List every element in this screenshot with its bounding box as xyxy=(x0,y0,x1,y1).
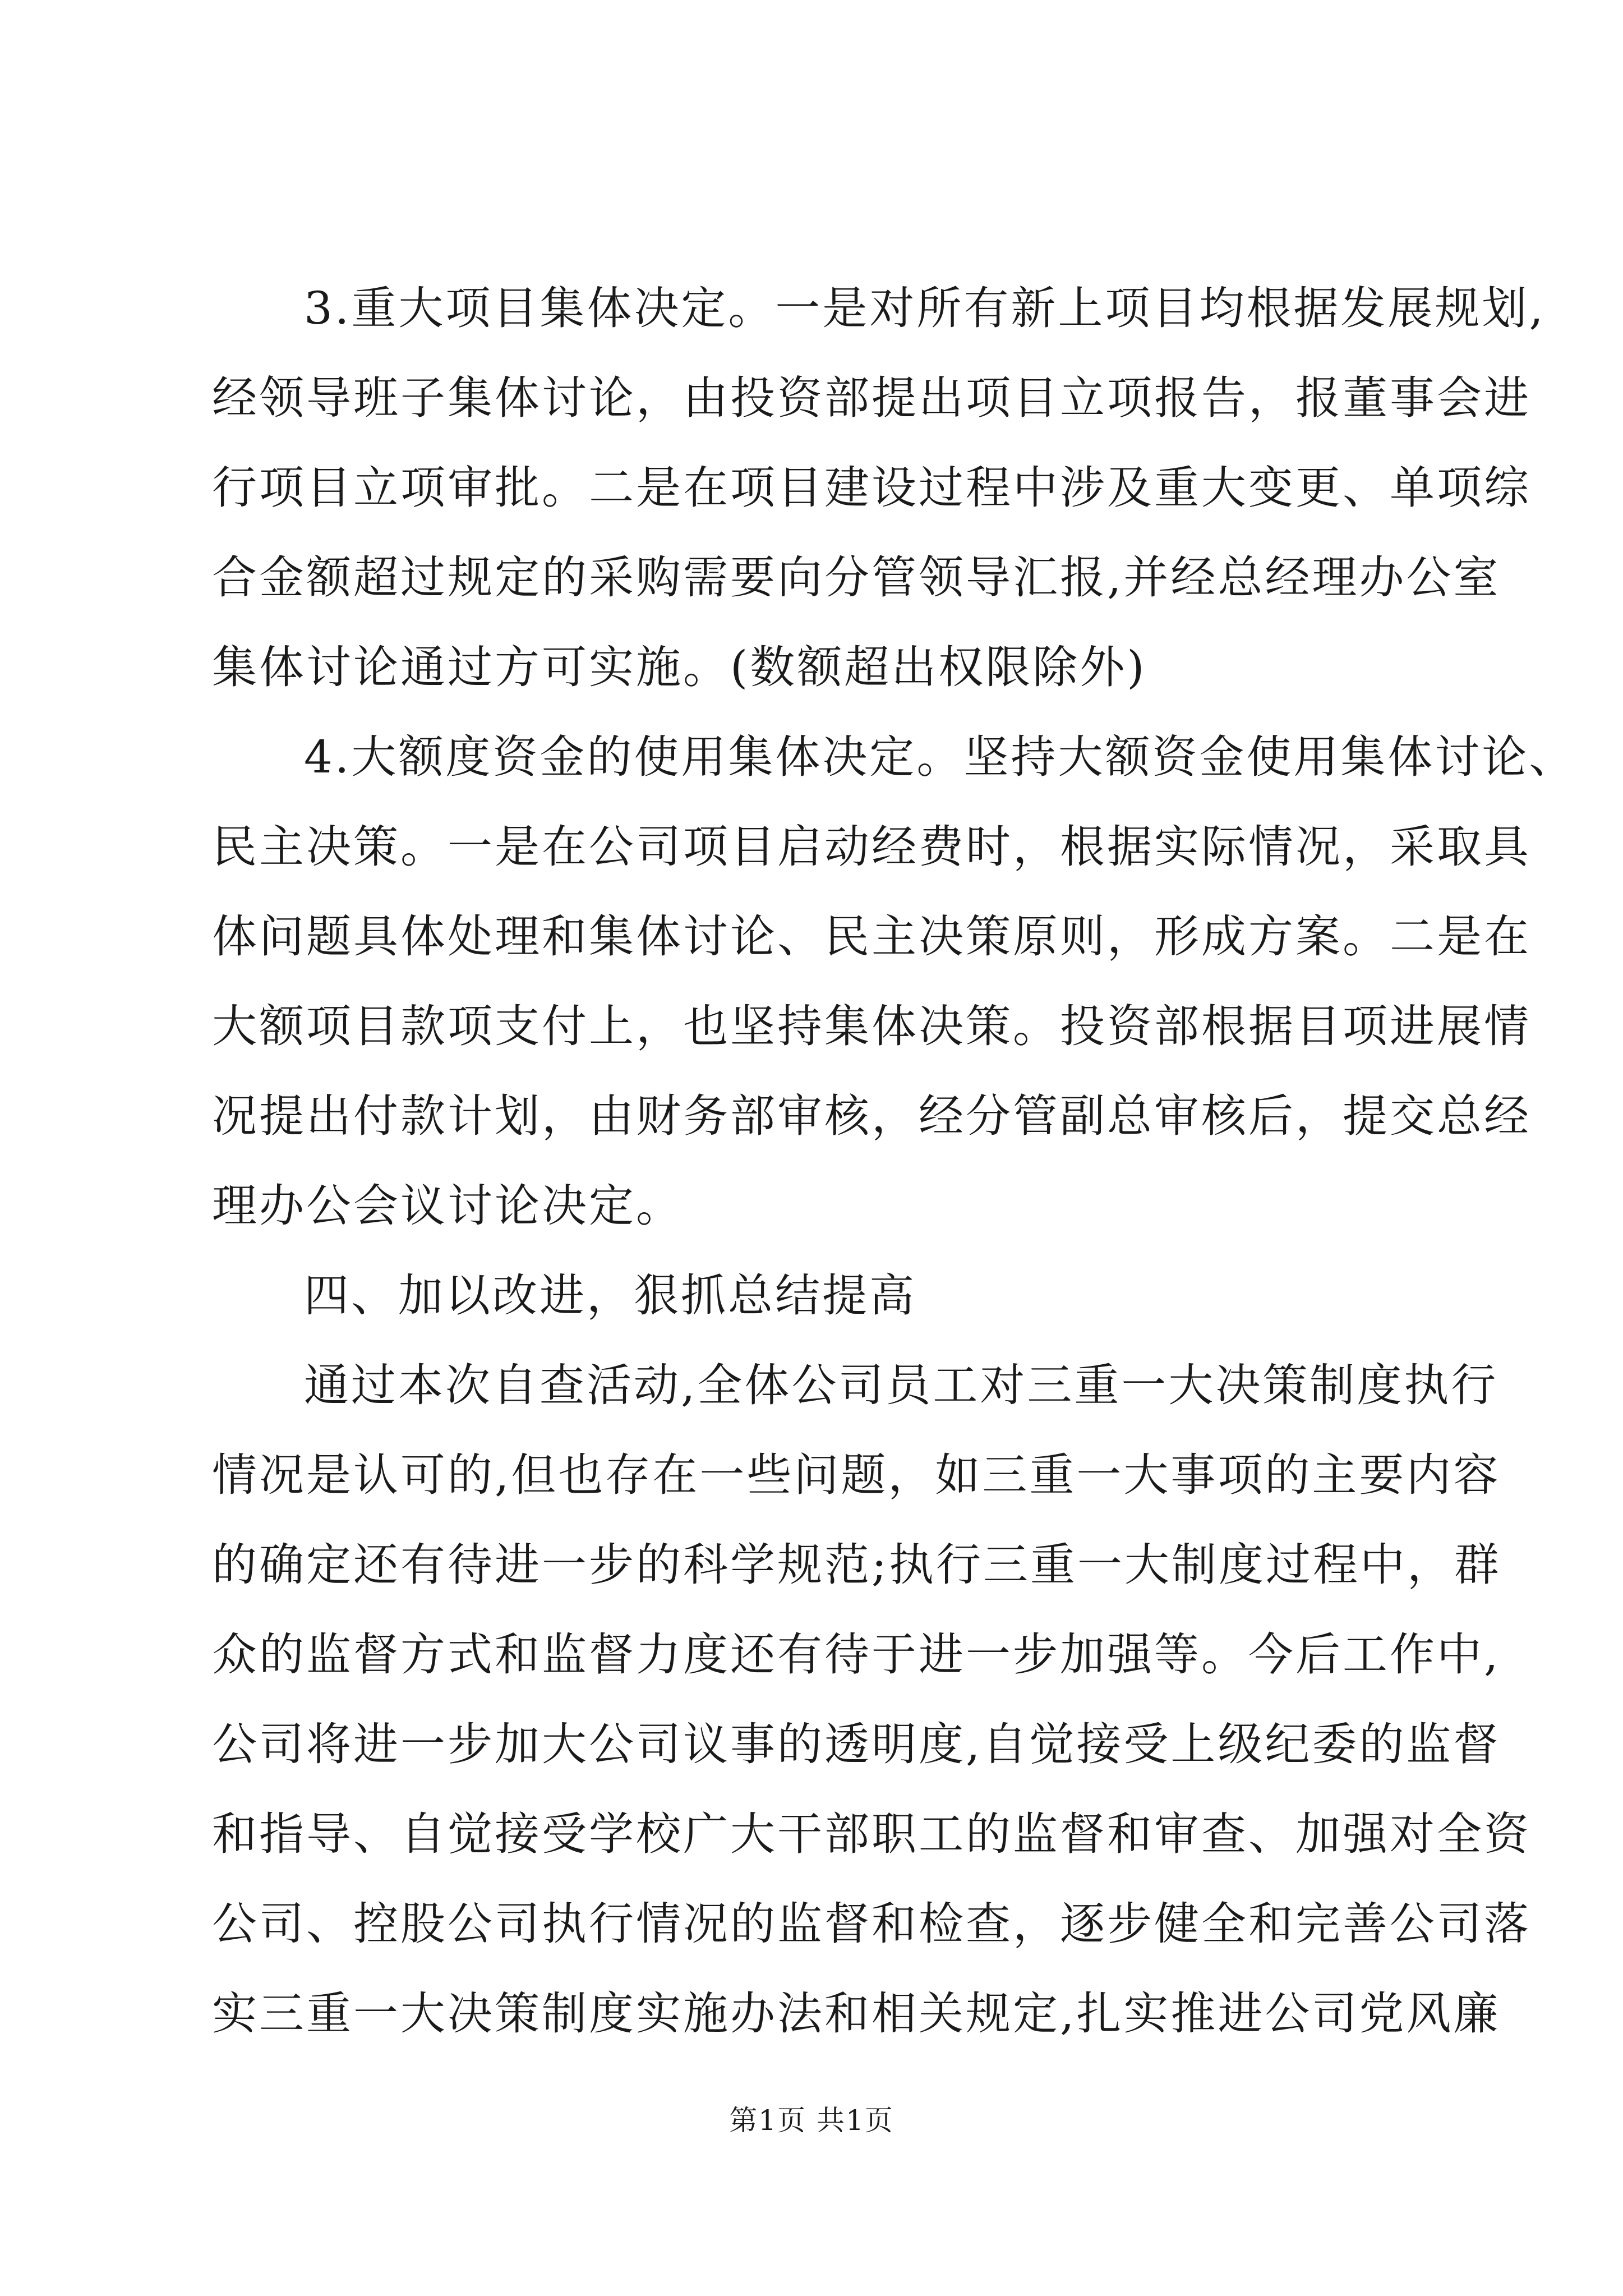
paragraph-5-line-2: 情况是认可的,但也存在一些问题，如三重一大事项的主要内容 xyxy=(212,1449,1501,1501)
paragraph-5-line-1: 通过本次自查活动,全体公司员工对三重一大决策制度执行 xyxy=(304,1359,1498,1411)
paragraph-4-line-1: 4.大额度资金的使用集体决定。坚持大额资金使用集体讨论、 xyxy=(304,731,1576,783)
paragraph-4-line-2: 民主决策。一是在公司项目启动经费时，根据实际情况，采取具 xyxy=(212,821,1531,873)
paragraph-4-line-3: 体问题具体处理和集体讨论、民主决策原则，形成方案。二是在 xyxy=(212,910,1531,963)
paragraph-5-line-3: 的确定还有待进一步的科学规范;执行三重一大制度过程中，群 xyxy=(212,1539,1501,1591)
paragraph-3-line-2: 经领导班子集体讨论，由投资部提出项目立项报告，报董事会进 xyxy=(212,372,1531,424)
paragraph-3-line-4: 合金额超过规定的采购需要向分管领导汇报,并经总经理办公室 xyxy=(212,551,1501,604)
paragraph-4-line-5: 况提出付款计划，由财务部审核，经分管副总审核后，提交总经 xyxy=(212,1090,1531,1142)
paragraph-3-line-1: 3.重大项目集体决定。一是对所有新上项目均根据发展规划, xyxy=(304,282,1546,334)
paragraph-4-line-4: 大额项目款项支付上，也坚持集体决策。投资部根据目项进展情 xyxy=(212,1000,1531,1052)
paragraph-4-line-6: 理办公会议讨论决定。 xyxy=(212,1180,683,1232)
paragraph-5-line-8: 实三重一大决策制度实施办法和相关规定,扎实推进公司党风廉 xyxy=(212,1987,1501,2040)
paragraph-5-line-4: 众的监督方式和监督力度还有待于进一步加强等。今后工作中, xyxy=(212,1628,1501,1681)
paragraph-3-line-5: 集体讨论通过方可实施。(数额超出权限除外) xyxy=(212,641,1147,693)
section-heading: 四、加以改进，狠抓总结提高 xyxy=(304,1269,916,1322)
paragraph-5-line-7: 公司、控股公司执行情况的监督和检查，逐步健全和完善公司落 xyxy=(212,1898,1531,1950)
paragraph-3-line-3: 行项目立项审批。二是在项目建设过程中涉及重大变更、单项综 xyxy=(212,462,1531,514)
paragraph-5-line-5: 公司将进一步加大公司议事的透明度,自觉接受上级纪委的监督 xyxy=(212,1718,1501,1770)
paragraph-5-line-6: 和指导、自觉接受学校广大干部职工的监督和审查、加强对全资 xyxy=(212,1808,1531,1860)
page-footer: 第1页 共1页 xyxy=(729,2104,894,2137)
